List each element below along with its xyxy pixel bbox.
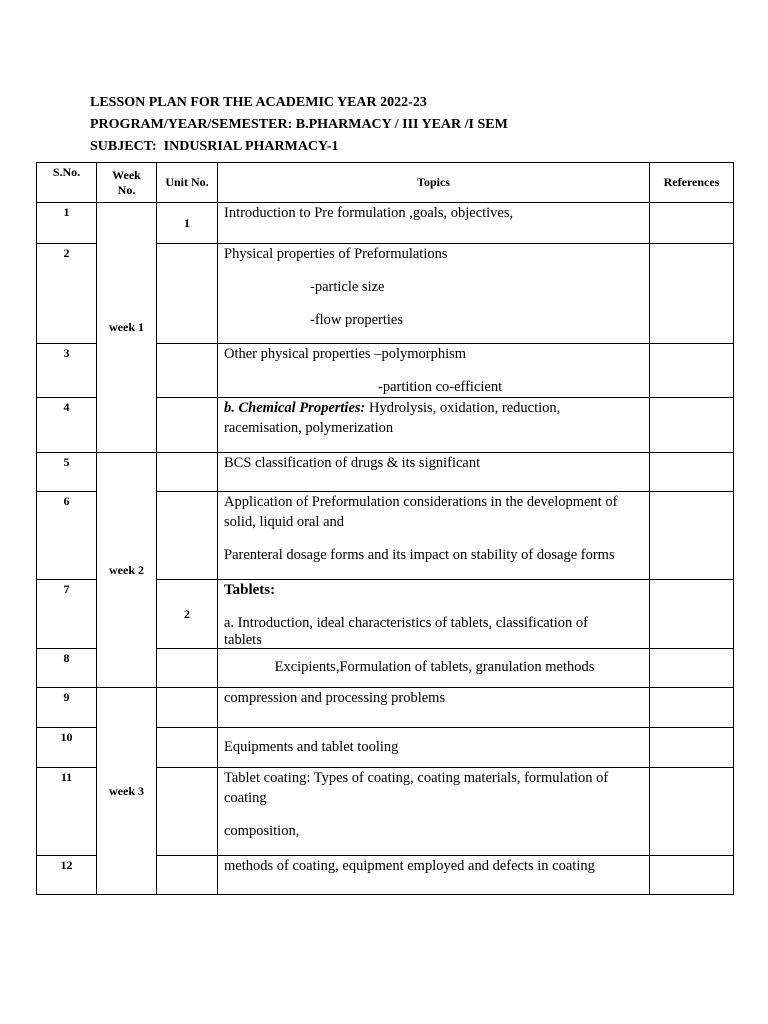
col-header-topics: Topics: [218, 163, 650, 203]
reference-cell: [650, 580, 734, 649]
col-header-week: Week No.: [97, 163, 157, 203]
topic-cell: [218, 492, 650, 580]
topic-cell: [218, 856, 650, 895]
reference-cell: [650, 492, 734, 580]
unit-cell: [157, 453, 218, 492]
unit-cell: [157, 649, 218, 688]
sno-cell: 2: [37, 244, 97, 344]
topic-cell: [218, 203, 650, 244]
reference-cell: [650, 453, 734, 492]
sno-cell: 10: [37, 728, 97, 768]
sno-cell: 1: [37, 203, 97, 244]
unit-cell: [157, 688, 218, 728]
topic-line: Application of Preformulation considerations in the development of: [224, 494, 618, 510]
topic-line: Physical properties of Preformulations: [224, 246, 448, 262]
sno-cell: 9: [37, 688, 97, 728]
topic-line: Excipients,Formulation of tablets, granulation methods: [274, 659, 595, 675]
topic-line: -partition co-efficient: [378, 379, 503, 395]
topic-line: Other physical properties –polymorphism: [224, 346, 467, 362]
reference-cell: [650, 688, 734, 728]
topic-line: Equipments and tablet tooling: [224, 739, 399, 755]
reference-cell: [650, 728, 734, 768]
week-cell: week 3: [97, 688, 157, 895]
sno-cell: 6: [37, 492, 97, 580]
topic-cell: [218, 728, 650, 768]
topic-line: a. Introduction, ideal characteristics of tablets, classification of: [224, 615, 588, 631]
unit-cell: 1: [157, 203, 218, 244]
topic-line: -particle size: [310, 279, 385, 295]
header-subject: SUBJECT: INDUSRIAL PHARMACY-1: [90, 139, 339, 154]
col-header-references: References: [650, 163, 734, 203]
topic-cell: [218, 244, 650, 344]
week-cell: week 1: [97, 203, 157, 453]
sno-cell: 11: [37, 768, 97, 856]
topic-cell: [218, 649, 650, 688]
sno-cell: 7: [37, 580, 97, 649]
topic-line: Tablet coating: Types of coating, coating materials, formulation of: [224, 770, 609, 786]
table-row: [37, 688, 734, 728]
topic-cell: [218, 344, 650, 398]
topic-line: -flow properties: [310, 312, 404, 328]
col-header-unit: Unit No.: [157, 163, 218, 203]
topic-line: Parenteral dosage forms and its impact on stability of dosage forms: [224, 547, 615, 563]
sno-cell: 8: [37, 649, 97, 688]
col-header-sno: S.No.: [37, 163, 97, 203]
unit-cell: [157, 768, 218, 856]
unit-cell: [157, 856, 218, 895]
reference-cell: [650, 244, 734, 344]
sno-cell: 12: [37, 856, 97, 895]
topic-cell: [218, 688, 650, 728]
week-cell: week 2: [97, 453, 157, 688]
topic-cell: [218, 580, 650, 649]
topic-cell: [218, 768, 650, 856]
unit-cell: [157, 728, 218, 768]
topic-bold-label: b. Chemical Properties:: [224, 400, 366, 416]
topic-line: Introduction to Pre formulation ,goals, objectives,: [224, 205, 514, 221]
unit-cell: [157, 492, 218, 580]
topic-line: racemisation, polymerization: [224, 420, 394, 436]
table-header-row: [37, 163, 734, 203]
topic-bold-label: Tablets:: [224, 582, 276, 598]
reference-cell: [650, 203, 734, 244]
header-title: LESSON PLAN FOR THE ACADEMIC YEAR 2022-23: [90, 95, 427, 110]
topic-line: Hydrolysis, oxidation, reduction,: [365, 400, 561, 416]
sno-cell: 4: [37, 398, 97, 453]
topic-line: composition,: [224, 823, 300, 839]
unit-cell: [157, 344, 218, 398]
reference-cell: [650, 398, 734, 453]
reference-cell: [650, 856, 734, 895]
reference-cell: [650, 344, 734, 398]
reference-cell: [650, 768, 734, 856]
header-program: PROGRAM/YEAR/SEMESTER: B.PHARMACY / III YEAR /I SEM: [90, 117, 508, 132]
topic-line: tablets: [224, 632, 262, 648]
topic-line: BCS classification of drugs & its significant: [224, 455, 481, 471]
topic-line: compression and processing problems: [224, 690, 446, 706]
topic-line: methods of coating, equipment employed and defects in coating: [224, 858, 595, 874]
lesson-plan-table: [36, 162, 734, 895]
unit-cell: [157, 244, 218, 344]
topic-line: solid, liquid oral and: [224, 514, 345, 530]
topic-line: coating: [224, 790, 267, 806]
document-header: [90, 92, 508, 158]
unit-cell: [157, 398, 218, 453]
table-row: [37, 453, 734, 492]
topic-cell: [218, 453, 650, 492]
topic-cell: [218, 398, 650, 453]
reference-cell: [650, 649, 734, 688]
sno-cell: 5: [37, 453, 97, 492]
table-row: [37, 203, 734, 244]
unit-cell: 2: [157, 580, 218, 649]
sno-cell: 3: [37, 344, 97, 398]
